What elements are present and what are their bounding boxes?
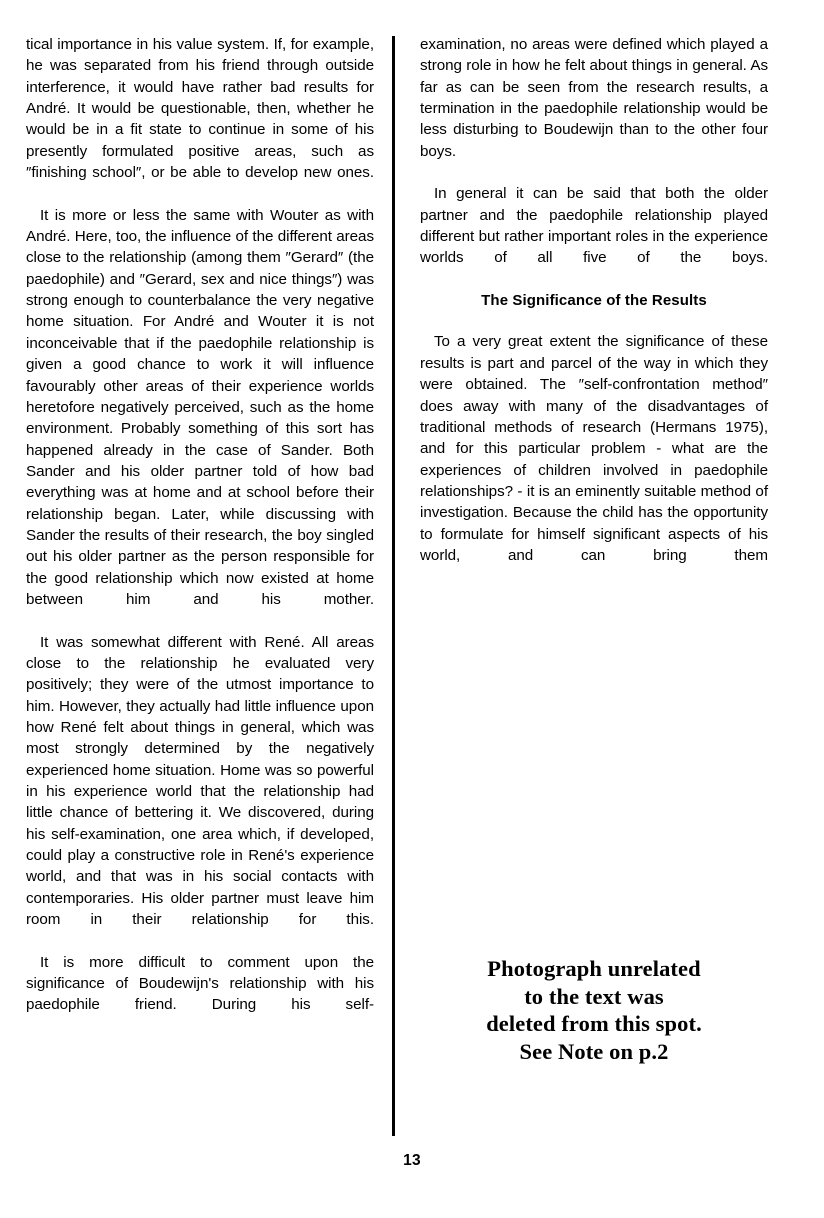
section-heading: The Significance of the Results — [481, 292, 707, 310]
paragraph: It was somewhat different with René. All areas close to the relationship he evaluated very positively; they were of the utmost importance to him. However, they actually had little influence upon how René felt about things in general, which was most strongly determined by the negatively experienced home situation. Home was so powerful in his experience world that the relationship had little chance of bettering it. We discovered, during his self-examination, one area which, if developed, could play a constructive role in René's experience world, and that was in his social contacts with contemporaries. His older partner must leave him room in their relationship for this. — [26, 633, 374, 929]
photo-note-line: Photograph unrelated — [487, 956, 701, 981]
paragraph: To a very great extent the significance of these results is part and parcel of the way in which they were obtained. The ″self-confrontation method″ does away with many of the disadvantages of traditional methods of research (Hermans 1975), and for this particular problem - what are the experiences of children involved in paedophile relationships? - it is an eminently suitable method of investigation. Because the child has the opportunity to formulate for himself significant aspects of his world, and can bring them — [420, 333, 768, 564]
photo-note-line: deleted from this spot. — [486, 1011, 702, 1036]
left-text-column — [26, 34, 374, 1037]
paragraph: tical importance in his value system. If, for example, he was separated from his friend through outside interference, it would have rather bad results for André. It would be questionable, then, whether he would be in a fit state to continue in some of his presently formulated positive areas, such as ″finishing school″, or be able to develop new ones. — [26, 36, 374, 182]
paragraph: examination, no areas were defined which played a strong role in how he felt about things in general. As far as can be seen from the research results, a termination in the paedophile relationship would be less disturbing to Boudewijn than to the other four boys. — [420, 36, 768, 160]
column-divider-rule — [392, 36, 395, 1136]
paragraph: In general it can be said that both the older partner and the paedophile relationship played different but rather important roles in the experience worlds of all five of the boys. — [420, 185, 768, 267]
right-text-column — [420, 34, 768, 588]
photo-note-line: See Note on p.2 — [519, 1038, 669, 1064]
photo-note-line: to the text was — [524, 983, 664, 1009]
page-number: 13 — [403, 1152, 421, 1169]
paragraph: It is more or less the same with Wouter as with André. Here, too, the influence of the different areas close to the relationship (among them ″Gerard″ (the paedophile) and ″Gerard, sex and nice things″) was strong enough to counterbalance the very negative home situation. For André and Wouter it is not inconceivable that if the paedophile relationship is given a good chance to work it will influence favourably other areas of their experience worlds heretofore negatively perceived, such as the home environment. Probably something of this sort has happened already in the case of Sander. Both Sander and his older partner told of how bad everything was at home and at school before their relationship began. Later, while discussing with Sander the results of their research, the boy singled out his older partner as the person responsible for the good relationship which now existed at home between him and his mother. — [26, 206, 374, 608]
paragraph: It is more difficult to comment upon the significance of Boudewijn's relationship with his paedophile friend. During his self- — [26, 953, 374, 1014]
photo-removed-note — [420, 955, 768, 1065]
